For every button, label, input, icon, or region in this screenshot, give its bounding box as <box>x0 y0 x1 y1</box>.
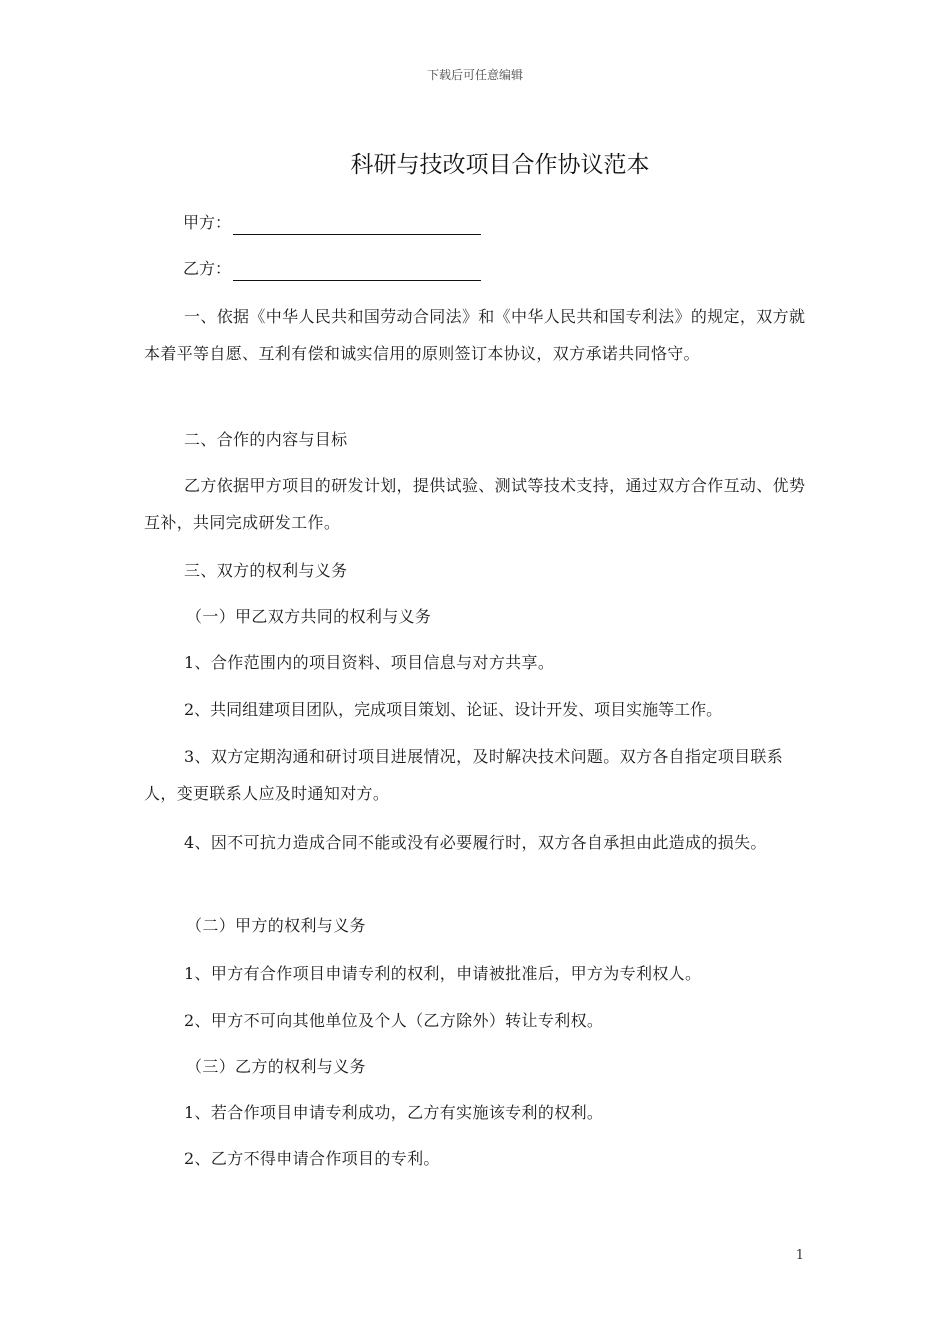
party-b-line <box>183 257 481 281</box>
section-3-1-item-4: 4、因不可抗力造成合同不能或没有必要履行时，双方各自承担由此造成的损失。 <box>184 833 767 852</box>
section-2-body: 乙方依据甲方项目的研发计划，提供试验、测试等技术支持，通过双方合作互动、优势互补，共同完成研发工作。 <box>144 476 806 532</box>
party-a-label: 甲方： <box>183 213 232 232</box>
section-3-2-item-2: 2、甲方不可向其他单位及个人（乙方除外）转让专利权。 <box>184 1011 604 1030</box>
section-1-paragraph: 一、依据《中华人民共和国劳动合同法》和《中华人民共和国专利法》的规定，双方就本着平等自愿、互利有偿和诚实信用的原则签订本协议，双方承诺共同恪守。 <box>144 307 806 363</box>
section-3-3-item-2: 2、乙方不得申请合作项目的专利。 <box>184 1149 440 1168</box>
section-3-2-item-1: 1、甲方有合作项目申请专利的权利，申请被批准后，甲方为专利权人。 <box>184 964 702 983</box>
section-3-3-item-1: 1、若合作项目申请专利成功，乙方有实施该专利的权利。 <box>184 1103 604 1122</box>
section-3-1-heading: （一）甲乙双方共同的权利与义务 <box>186 607 432 626</box>
party-a-blank <box>233 216 481 235</box>
party-a-line <box>183 211 481 235</box>
party-b-label: 乙方： <box>183 259 232 278</box>
page-number: 1 <box>795 1248 804 1263</box>
section-3-3-heading: （三）乙方的权利与义务 <box>186 1057 366 1076</box>
document-title: 科研与技改项目合作协议范本 <box>350 152 650 178</box>
section-3-2-heading: （二）甲方的权利与义务 <box>186 916 366 935</box>
section-2-heading: 二、合作的内容与目标 <box>184 430 348 449</box>
section-3-1-item-1: 1、合作范围内的项目资料、项目信息与对方共享。 <box>184 653 555 672</box>
section-3-1-item-2: 2、共同组建项目团队，完成项目策划、论证、设计开发、项目实施等工作。 <box>184 700 723 719</box>
section-3-1-item-3: 3、双方定期沟通和研讨项目进展情况，及时解决技术问题。双方各自指定项目联系人，变更联系人应及时通知对方。 <box>144 747 784 803</box>
section-3-heading: 三、双方的权利与义务 <box>184 561 348 580</box>
party-b-blank <box>233 262 481 281</box>
header-note: 下载后可任意编辑 <box>426 68 523 82</box>
